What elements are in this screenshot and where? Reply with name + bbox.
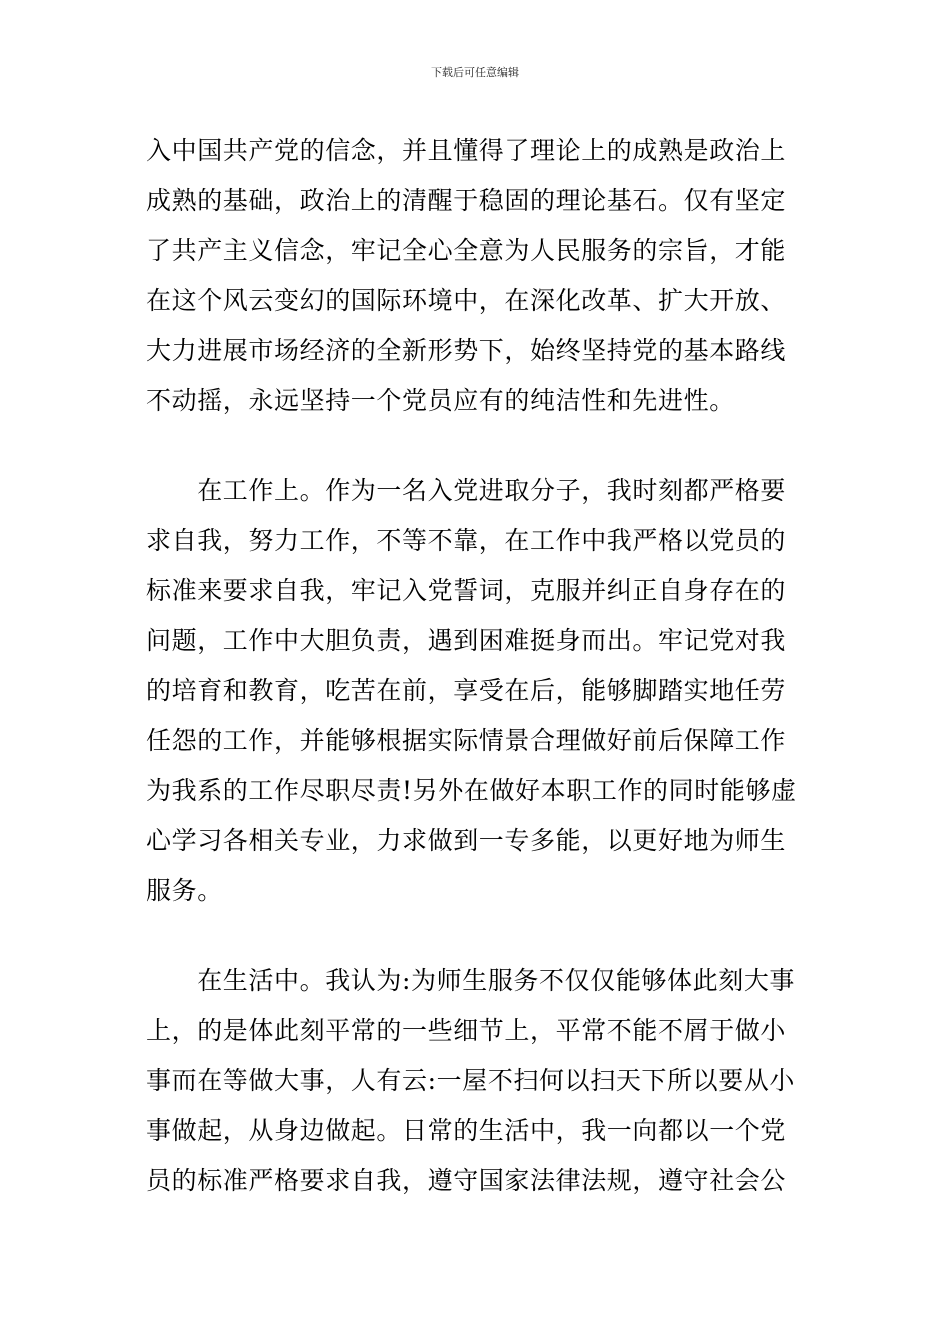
text-line: 在工作上。作为一名入党进取分子，我时刻都严格要 (146, 476, 787, 505)
text-line: 服务。 (146, 876, 223, 905)
text-line: 的培育和教育，吃苦在前，享受在后，能够脚踏实地任劳 (146, 676, 787, 705)
text-line: 不动摇，永远坚持一个党员应有的纯洁性和先进性。 (146, 386, 735, 415)
text-line: 成熟的基础，政治上的清醒于稳固的理论基石。仅有坚定 (146, 186, 787, 215)
text-line: 求自我，努力工作，不等不靠，在工作中我严格以党员的 (146, 526, 787, 555)
text-line: 任怨的工作，并能够根据实际情景合理做好前后保障工作 (146, 726, 787, 755)
text-line: 上，的是体此刻平常的一些细节上，平常不能不屑于做小 (146, 1016, 787, 1045)
text-line: 为我系的工作尽职尽责!另外在做好本职工作的同时能够虚 (146, 776, 797, 805)
text-line: 了共产主义信念，牢记全心全意为人民服务的宗旨，才能 (146, 236, 787, 265)
paragraph-spacer (146, 426, 811, 466)
paragraph-work (146, 466, 811, 916)
text-line: 入中国共产党的信念，并且懂得了理论上的成熟是政治上 (146, 136, 787, 165)
text-line: 事做起，从身边做起。日常的生活中，我一向都以一个党 (146, 1116, 787, 1145)
text-line: 在生活中。我认为:为师生服务不仅仅能够体此刻大事 (146, 966, 796, 995)
paragraph-life (146, 956, 811, 1206)
text-line: 标准来要求自我，牢记入党誓词，克服并纠正自身存在的 (146, 576, 787, 605)
text-line: 在这个风云变幻的国际环境中，在深化改革、扩大开放、 (146, 286, 787, 315)
text-line: 心学习各相关专业，力求做到一专多能，以更好地为师生 (146, 826, 787, 855)
header-note: 下载后可任意编辑 (431, 66, 519, 79)
paragraph-spacer (146, 916, 811, 956)
text-line: 大力进展市场经济的全新形势下，始终坚持党的基本路线 (146, 336, 787, 365)
paragraph-belief (146, 126, 811, 426)
text-line: 事而在等做大事，人有云:一屋不扫何以扫天下所以要从小 (146, 1066, 796, 1095)
text-line: 员的标准严格要求自我，遵守国家法律法规，遵守社会公 (146, 1166, 787, 1195)
text-line: 问题，工作中大胆负责，遇到困难挺身而出。牢记党对我 (146, 626, 787, 655)
document-body (146, 126, 811, 1206)
